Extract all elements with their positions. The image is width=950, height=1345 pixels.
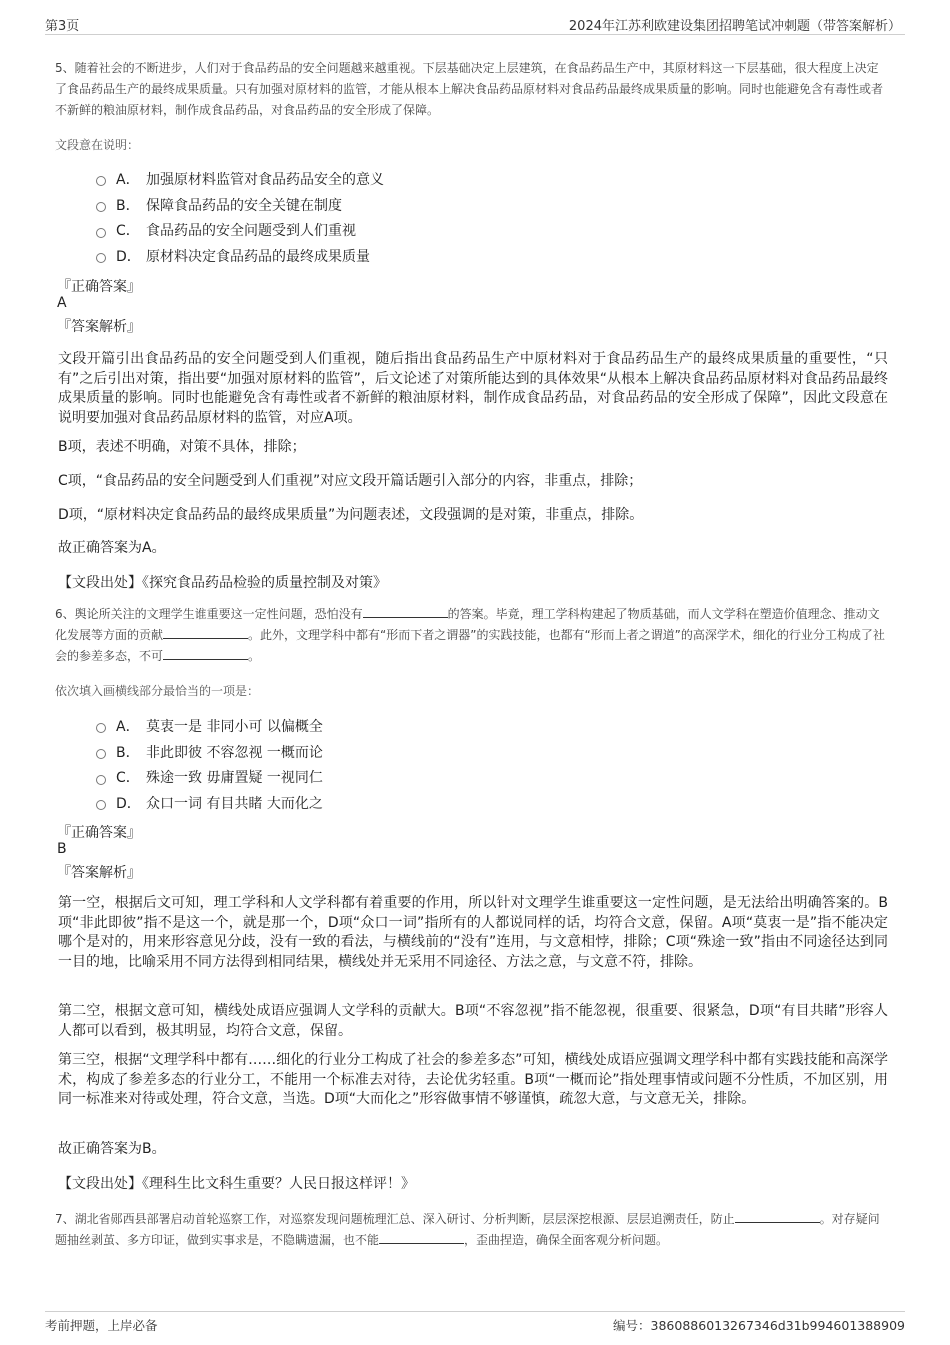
correct-answer-label: 『正确答案』	[57, 825, 141, 841]
option-d[interactable]: D． 原材料决定食品药品的最终成果质量	[96, 243, 384, 269]
analysis-paragraph: B项，表述不明确，对策不具体，排除；	[58, 439, 306, 455]
fill-blank	[163, 647, 248, 660]
analysis-label: 『答案解析』	[57, 319, 141, 335]
option-a[interactable]: A． 加强原材料监管对食品药品安全的意义	[96, 166, 384, 192]
document-code: 编号：3860886013267346d31b994601388909	[613, 1318, 905, 1333]
question-7-text: 7、湖北省郧西县部署启动首轮巡察工作，对巡察发现问题梳理汇总、深入研讨、分析判断，层层深挖根源、层层追溯责任，防止 。对存疑问题抽丝剥茧、多方印证，做到实事求是，不隐瞒遗漏，也不能 ，歪曲捏造，确保全面客观分析问题。	[55, 1212, 880, 1247]
question-5-options	[96, 166, 384, 269]
option-b[interactable]: B． 非此即彼 不容忽视 一概而论	[96, 739, 323, 765]
radio-button[interactable]	[96, 176, 106, 186]
question-5-prompt: 文段意在说明：	[55, 138, 140, 152]
question-5-text: 5、随着社会的不断进步，人们对于食品药品的安全问题越来越重视。下层基础决定上层建筑，在食品药品生产中，其原材料这一下层基础，很大程度上决定了食品药品生产的最终成果质量。只有加强对原材料的监管，才能从根本上解决食品药品原材料对食品药品最终成果质量的影响。同时也能避免含有毒性或者不新鲜的粮油原材料，制作成食品药品，对食品药品的安全形成了保障。	[55, 61, 884, 117]
correct-answer: B	[57, 841, 67, 857]
footer-slogan: 考前押题，上岸必备	[45, 1318, 158, 1333]
source-citation: 【文段出处】《探究食品药品检验的质量控制及对策》	[58, 575, 387, 591]
radio-button[interactable]	[96, 228, 106, 238]
option-c[interactable]: C． 殊途一致 毋庸置疑 一视同仁	[96, 764, 323, 790]
option-a[interactable]: A． 莫衷一是 非同小可 以偏概全	[96, 713, 323, 739]
fill-blank	[735, 1210, 820, 1223]
source-citation: 【文段出处】《理科生比文科生重要？人民日报这样评！》	[58, 1176, 415, 1192]
radio-button[interactable]	[96, 749, 106, 759]
fill-blank	[379, 1231, 464, 1244]
analysis-paragraph: D项，“原材料决定食品药品的最终成果质量”为问题表述，文段强调的是对策，非重点，排除。	[58, 507, 644, 523]
page-header	[45, 12, 905, 35]
analysis-paragraph: C项，“食品药品的安全问题受到人们重视”对应文段开篇话题引入部分的内容，非重点，排除；	[58, 473, 643, 489]
analysis-paragraph: 文段开篇引出食品药品的安全问题受到人们重视，随后指出食品药品生产中原材料对于食品药品生产的最终成果质量的重要性，“只有”之后引出对策，指出要“加强对原材料的监管”，后文论述了对策所能达到的具体效果“从根本上解决食品药品原材料对食品药品最终成果质量的影响。同时也能避免含有毒性或者不新鲜的粮油原材料，制作成食品药品，对食品药品的安全形成了保障”，因此文段意在说明要加强对食品药品原材料的监管，对应A项。	[58, 351, 888, 426]
radio-button[interactable]	[96, 775, 106, 785]
analysis-label: 『答案解析』	[57, 865, 141, 881]
radio-button[interactable]	[96, 800, 106, 810]
page-number: 第3页	[45, 19, 80, 34]
analysis-conclusion: 故正确答案为B。	[58, 1141, 166, 1157]
option-b[interactable]: B． 保障食品药品的安全关键在制度	[96, 192, 384, 218]
question-6-prompt: 依次填入画横线部分最恰当的一项是：	[55, 684, 260, 698]
radio-button[interactable]	[96, 253, 106, 263]
analysis-paragraph: 第二空，根据文意可知，横线处成语应强调人文学科的贡献大。B项“不容忽视”指不能忽视，很重要、很紧急，D项“有目共睹”形容人人都可以看到，极其明显，均符合文意，保留。	[58, 1003, 888, 1039]
analysis-conclusion: 故正确答案为A。	[58, 540, 166, 556]
option-d[interactable]: D． 众口一词 有目共睹 大而化之	[96, 790, 323, 816]
analysis-paragraph: 第三空，根据“文理学科中都有……细化的行业分工构成了社会的参差多态”可知，横线处成语应强调文理学科中都有实践技能和高深学术，构成了参差多态的行业分工，不能用一个标准去对待，去论优劣轻重。B项“一概而论”指处理事情或问题不分性质，不加区别，用同一标准来对待或处理，符合文意，当选。D项“大而化之”形容做事情不够谨慎，疏忽大意，与文意无关，排除。	[58, 1052, 888, 1107]
document-title: 2024年江苏利欧建设集团招聘笔试冲刺题（带答案解析）	[568, 19, 901, 34]
correct-answer: A	[57, 295, 67, 311]
radio-button[interactable]	[96, 202, 106, 212]
page-footer	[45, 1311, 905, 1334]
correct-answer-label: 『正确答案』	[57, 279, 141, 295]
radio-button[interactable]	[96, 723, 106, 733]
option-c[interactable]: C． 食品药品的安全问题受到人们重视	[96, 217, 384, 243]
question-6-text: 6、舆论所关注的文理学生谁重要这一定性问题，恐怕没有 的答案。毕竟，理工学科构建起了物质基础，而人文学科在塑造价值理念、推动文化发展等方面的贡献 。此外，文理学科中都有“形而下者之谓器”的实践技能，也都有“形而上者之谓道”的高深学术，细化的行业分工构成了社会的参差多态，不可 。	[55, 607, 885, 663]
analysis-paragraph: 第一空，根据后文可知，理工学科和人文学科都有着重要的作用，所以针对文理学生谁重要这一定性问题，是无法给出明确答案的。B项“非此即彼”指不是这一个，就是那一个，D项“众口一词”指所有的人都说同样的话，均符合文意，保留。A项“莫衷一是”指不能决定哪个是对的，用来形容意见分歧，没有一致的看法，与横线前的“没有”连用，与文意相悖，排除；C项“殊途一致”指由不同途径达到同一目的地，比喻采用不同方法得到相同结果，横线处并无采用不同途径、方法之意，与文意不符，排除。	[58, 895, 888, 970]
fill-blank	[163, 626, 248, 639]
fill-blank	[363, 605, 448, 618]
question-6-options	[96, 713, 323, 816]
